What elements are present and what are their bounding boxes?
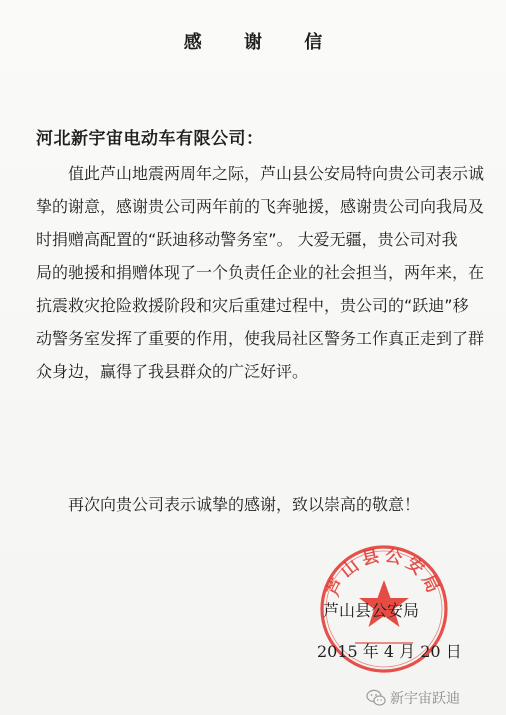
seal-text: 芦山县公安局 bbox=[323, 545, 445, 600]
paragraph-1 bbox=[36, 157, 485, 388]
paragraph-1-line: 众身边，赢得了我县群众的广泛好评。 bbox=[36, 362, 309, 381]
paragraph-1-line: 动警务室发挥了重要的作用，使我局社区警务工作真正走到了群 bbox=[36, 329, 485, 348]
wechat-icon bbox=[366, 689, 386, 707]
paragraph-1-line: 抗震救灾抢险救援阶段和灾后重建过程中，贵公司的“跃迪”移 bbox=[36, 296, 469, 315]
paragraph-1-line: 局的驰援和捐赠体现了一个负责任企业的社会担当，两年来，在 bbox=[36, 263, 485, 282]
letter-title: 感 谢 信 bbox=[183, 32, 341, 53]
letter-date: 2015 年 4 月 20 日 bbox=[317, 642, 462, 661]
salutation: 河北新宇宙电动车有限公司： bbox=[36, 129, 264, 149]
watermark-text: 新宇宙跃迪 bbox=[390, 691, 460, 707]
paragraph-1-line: 挚的谢意，感谢贵公司两年前的飞奔驰援，感谢贵公司向我局及 bbox=[36, 197, 485, 216]
paragraph-1-line: 值此芦山地震两周年之际，芦山县公安局特向贵公司表示诚 bbox=[68, 164, 485, 183]
signer: 芦山县公安局 bbox=[323, 601, 420, 620]
watermark bbox=[366, 688, 460, 708]
paragraph-2 bbox=[36, 488, 476, 521]
paragraph-2-line: 再次向贵公司表示诚挚的感谢，致以崇高的敬意！ bbox=[68, 495, 421, 514]
paragraph-1-line: 时捐赠高配置的“跃迪移动警务室”。 大爱无疆，贵公司对我 bbox=[36, 230, 458, 249]
